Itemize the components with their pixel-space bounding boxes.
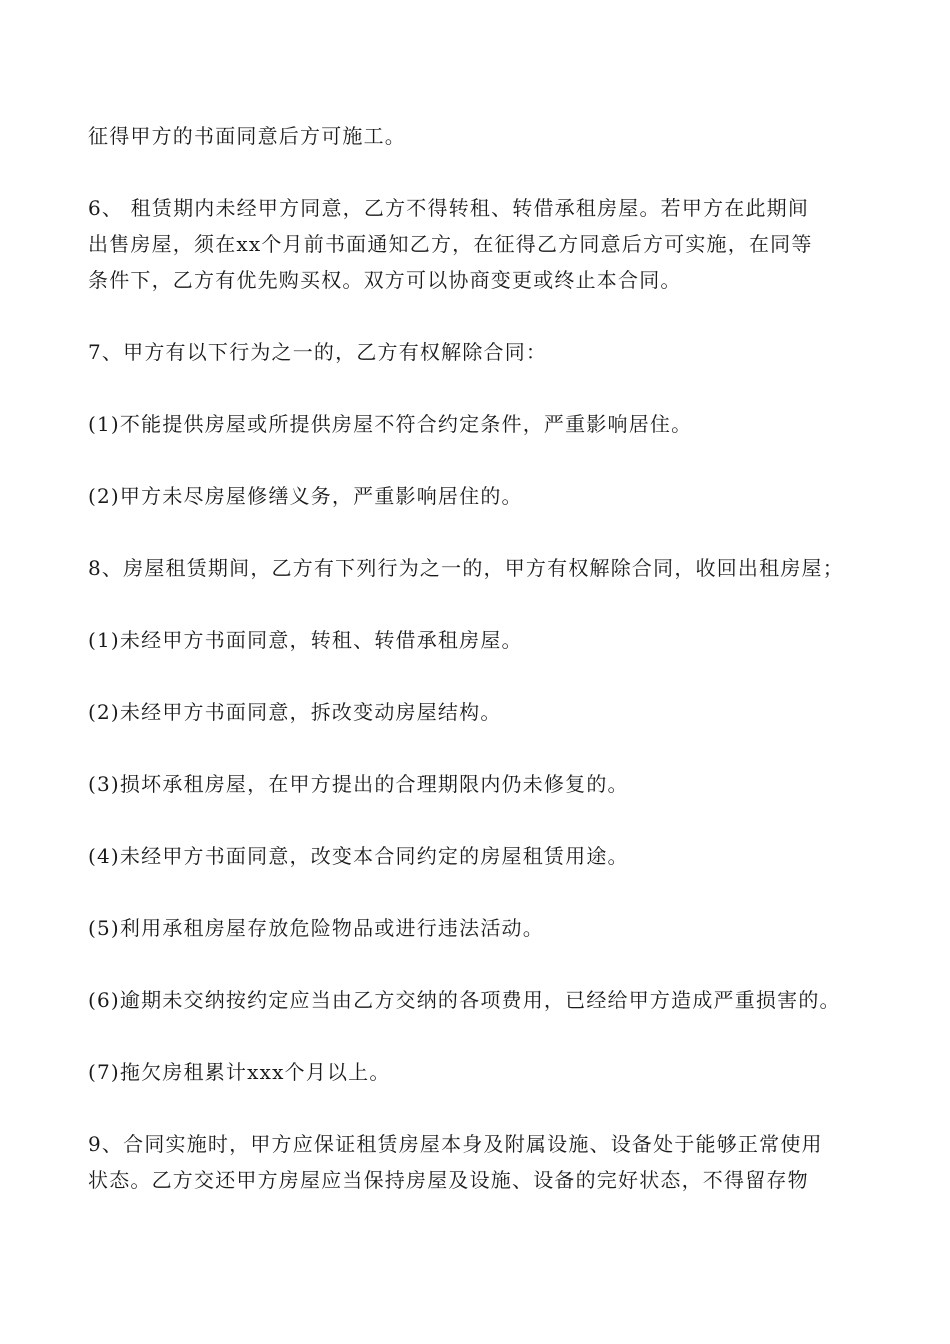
paragraph-clause-8-item-5 (88, 910, 878, 946)
paragraph-clause-8 (88, 550, 878, 586)
paragraph-clause-6 (88, 190, 878, 298)
text-line: (1)不能提供房屋或所提供房屋不符合约定条件，严重影响居住。 (88, 412, 693, 436)
paragraph-clause-8-item-6 (88, 982, 878, 1018)
text-line: (6)逾期未交纳按约定应当由乙方交纳的各项费用，已经给甲方造成严重损害的。 (88, 988, 841, 1012)
paragraph-clause-7-item-1 (88, 406, 878, 442)
text-line: (1)未经甲方书面同意，转租、转借承租房屋。 (88, 628, 523, 652)
text-line: 状态。乙方交还甲方房屋应当保持房屋及设施、设备的完好状态，不得留存物 (88, 1168, 809, 1192)
text-line: 6、 租赁期内未经甲方同意，乙方不得转租、转借承租房屋。若甲方在此期间 (88, 196, 810, 220)
text-line: (2)未经甲方书面同意，拆改变动房屋结构。 (88, 700, 502, 724)
paragraph-continuation (88, 118, 878, 154)
text-line: (7)拖欠房租累计xxx个月以上。 (88, 1060, 391, 1084)
paragraph-clause-7 (88, 334, 878, 370)
text-line: 9、合同实施时，甲方应保证租赁房屋本身及附属设施、设备处于能够正常使用 (88, 1132, 823, 1156)
text-line: 征得甲方的书面同意后方可施工。 (88, 124, 406, 148)
paragraph-clause-8-item-1 (88, 622, 878, 658)
text-line: 8、房屋租赁期间，乙方有下列行为之一的，甲方有权解除合同，收回出租房屋； (88, 556, 844, 580)
text-line: 出售房屋，须在xx个月前书面通知乙方，在征得乙方同意后方可实施，在同等 (88, 232, 813, 256)
text-line: (2)甲方未尽房屋修缮义务，严重影响居住的。 (88, 484, 523, 508)
paragraph-clause-8-item-2 (88, 694, 878, 730)
paragraph-clause-8-item-3 (88, 766, 878, 802)
document-page (88, 118, 878, 1234)
text-line: (3)损坏承租房屋，在甲方提出的合理期限内仍未修复的。 (88, 772, 629, 796)
text-line: (4)未经甲方书面同意，改变本合同约定的房屋租赁用途。 (88, 844, 629, 868)
text-line: 条件下，乙方有优先购买权。双方可以协商变更或终止本合同。 (88, 268, 682, 292)
text-line: (5)利用承租房屋存放危险物品或进行违法活动。 (88, 916, 544, 940)
text-line: 7、甲方有以下行为之一的，乙方有权解除合同： (88, 340, 548, 364)
paragraph-clause-8-item-7 (88, 1054, 878, 1090)
paragraph-clause-7-item-2 (88, 478, 878, 514)
paragraph-clause-8-item-4 (88, 838, 878, 874)
paragraph-clause-9 (88, 1126, 878, 1198)
